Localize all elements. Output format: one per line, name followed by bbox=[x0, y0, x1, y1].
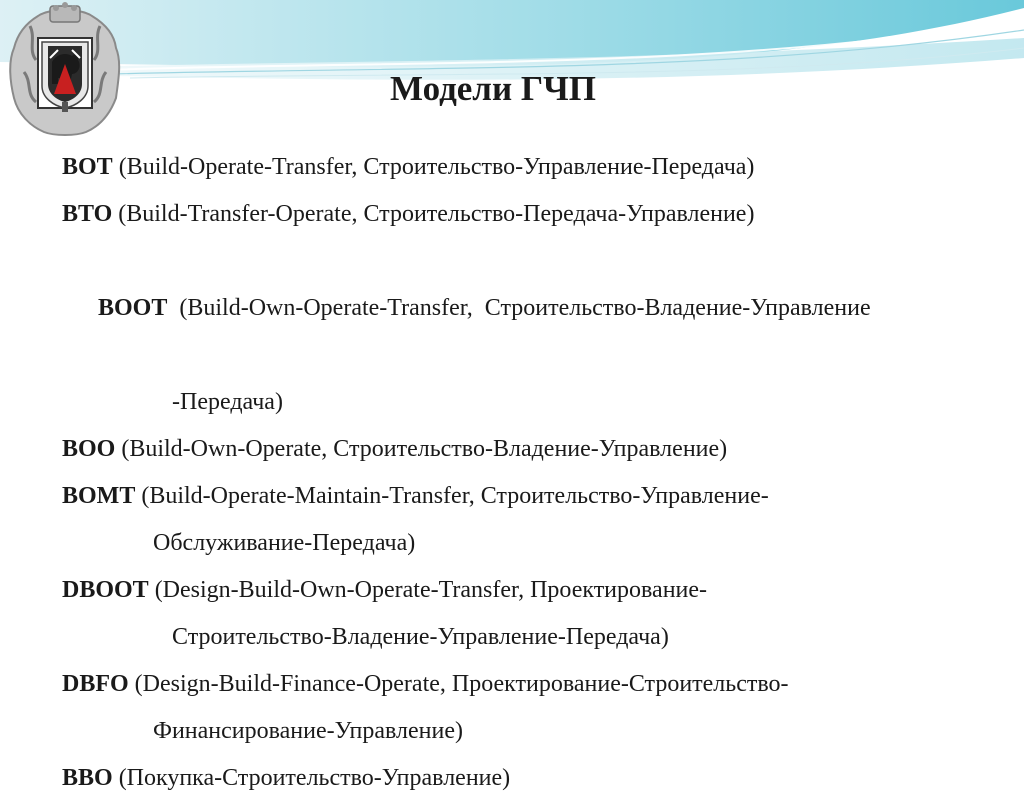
ppp-model-list bbox=[62, 144, 1002, 802]
model-item-dboot bbox=[62, 567, 1002, 661]
model-item-boo bbox=[62, 426, 1002, 473]
model-code: BOO bbox=[62, 436, 116, 462]
model-description: (Покупка-Строительство-Управление) bbox=[112, 765, 511, 791]
model-code: DBOOT bbox=[62, 577, 149, 603]
model-item-dbfo bbox=[62, 661, 1002, 755]
model-description-continuation: Финансирование-Управление) bbox=[153, 718, 463, 744]
model-item-bomt bbox=[62, 473, 1002, 567]
model-code: BOMT bbox=[62, 483, 136, 509]
coat-of-arms-bear-icon bbox=[6, 2, 124, 138]
model-description-continuation: -Передача) bbox=[172, 389, 283, 415]
header-wave-decoration bbox=[0, 0, 1024, 130]
slide-title: Модели ГЧП bbox=[390, 69, 597, 108]
model-description-continuation: Обслуживание-Передача) bbox=[153, 530, 416, 556]
model-item-boot bbox=[62, 238, 1002, 426]
model-code: BOT bbox=[62, 154, 113, 180]
model-description: (Build-Own-Operate, Строительство-Владение-Управление) bbox=[115, 436, 728, 462]
model-item-bot bbox=[62, 144, 1002, 191]
model-description-continuation: Строительство-Владение-Управление-Передача) bbox=[172, 624, 669, 650]
model-description: (Build-Transfer-Operate, Строительство-Передача-Управление) bbox=[112, 201, 755, 227]
model-item-bbo bbox=[62, 755, 1002, 802]
model-code: BBO bbox=[62, 765, 113, 791]
model-description: (Build-Operate-Maintain-Transfer, Строительство-Управление- bbox=[135, 483, 769, 509]
model-code: BOOT bbox=[98, 295, 168, 321]
model-description: (Design-Build-Finance-Operate, Проектирование-Строительство- bbox=[128, 671, 789, 697]
model-code: DBFO bbox=[62, 671, 129, 697]
model-item-bto bbox=[62, 191, 1002, 238]
model-code: BTO bbox=[62, 201, 113, 227]
model-description: (Build-Own-Operate-Transfer, Строительство-Владение-Управление bbox=[167, 295, 871, 321]
model-description: (Design-Build-Own-Operate-Transfer, Проектирование- bbox=[148, 577, 708, 603]
model-description: (Build-Operate-Transfer, Строительство-Управление-Передача) bbox=[112, 154, 755, 180]
